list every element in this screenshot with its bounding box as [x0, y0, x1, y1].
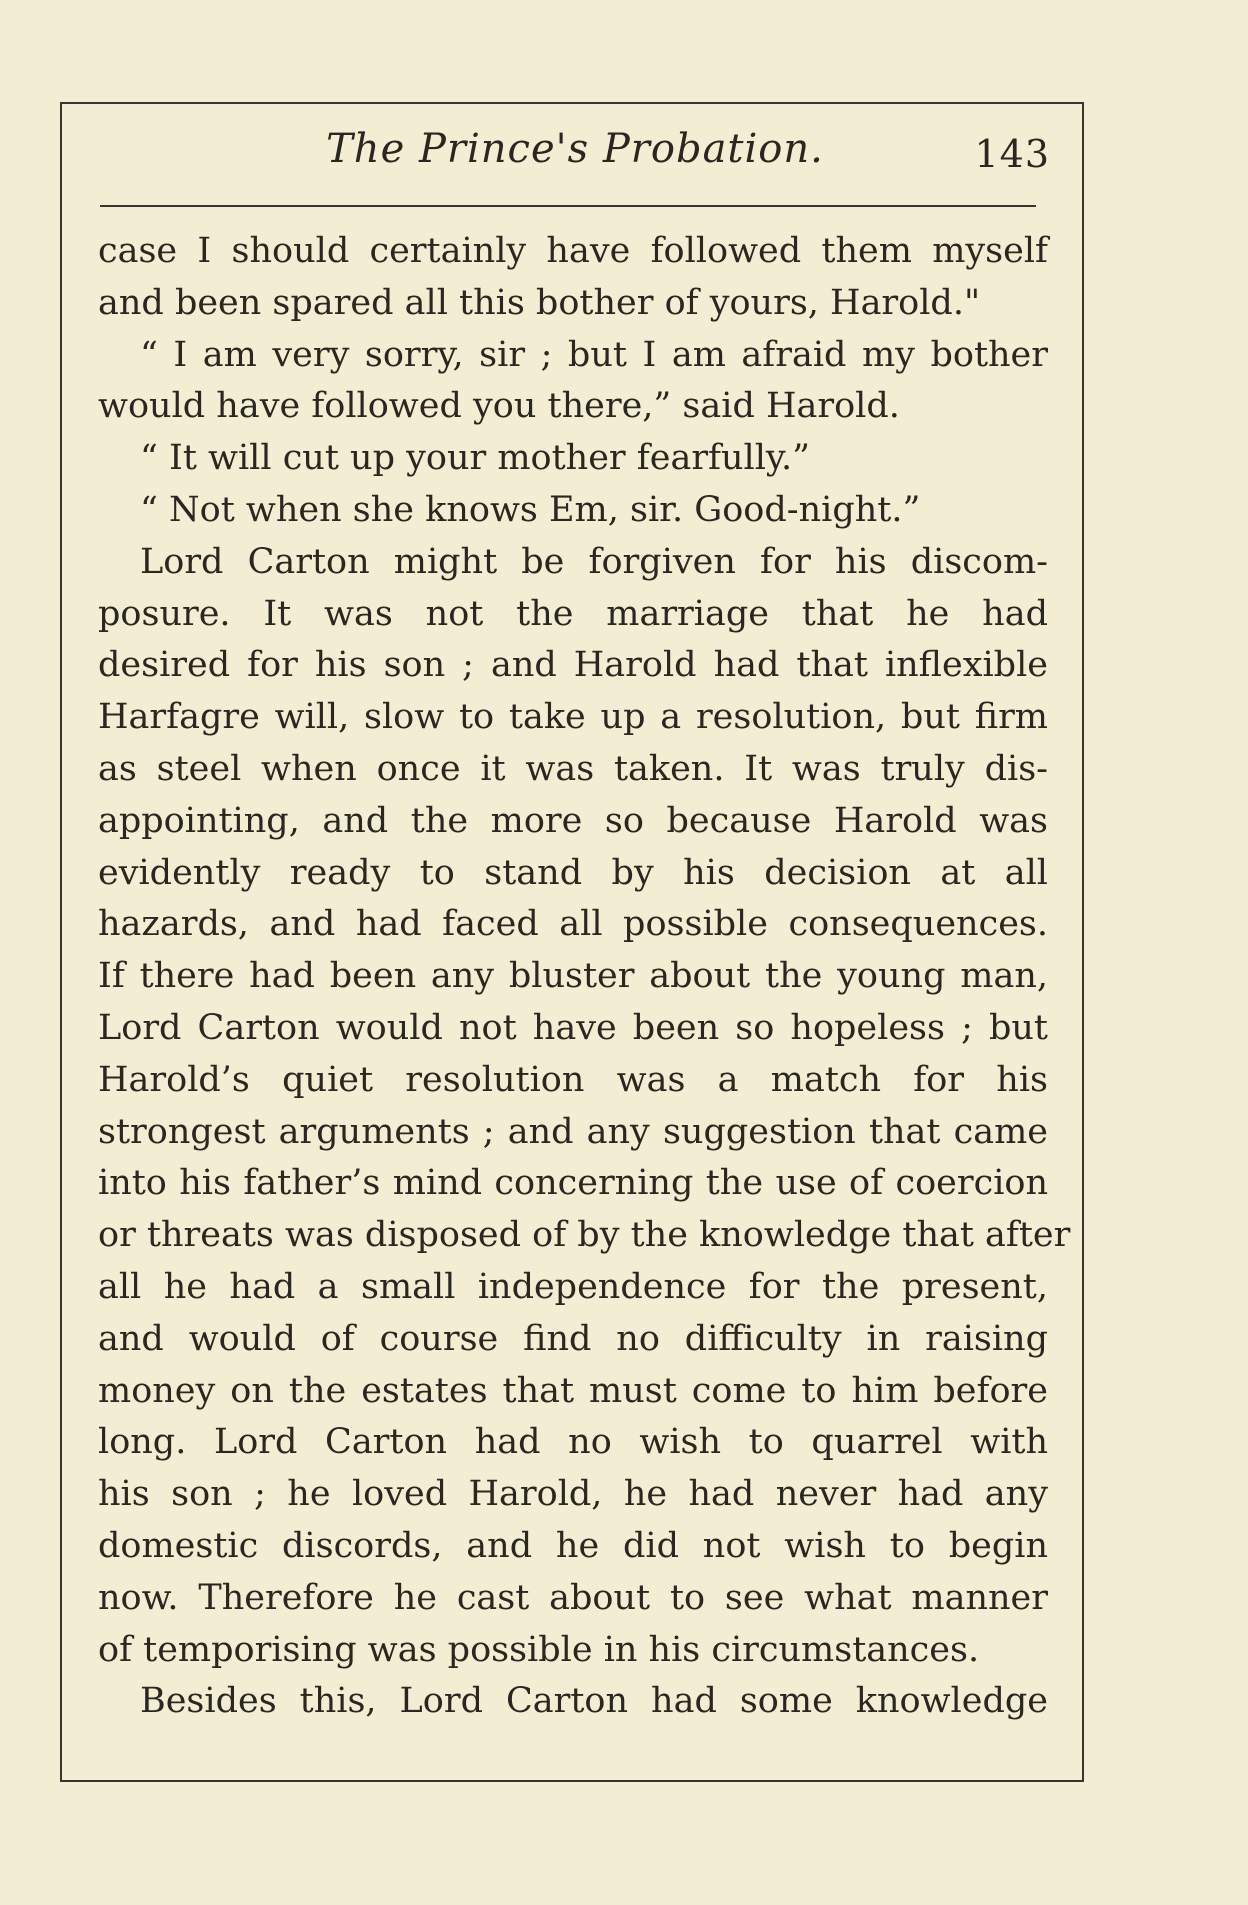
text-line: Harfagre will, slow to take up a resolution, but firm — [98, 697, 1048, 738]
running-title: The Prince's Probation. — [326, 126, 824, 172]
text-line: “ I am very sorry, sir ; but I am afraid my bother — [140, 334, 1048, 375]
text-line: Harold’s quiet resolution was a match for his — [98, 1059, 1048, 1100]
text-line: desired for his son ; and Harold had that inflexible — [98, 645, 1048, 686]
text-line: his son ; he loved Harold, he had never had any — [98, 1474, 1048, 1515]
text-line: now. Therefore he cast about to see what manner — [98, 1577, 1048, 1618]
text-line: posure. It was not the marriage that he had — [98, 593, 1048, 634]
text-line: appointing, and the more so because Harold was — [98, 800, 1048, 841]
text-line: evidently ready to stand by his decision at all — [98, 852, 1048, 893]
text-line: and would of course find no difficulty in raising — [98, 1318, 1048, 1359]
text-line: would have followed you there,” said Harold. — [98, 386, 900, 427]
text-line: all he had a small independence for the present, — [98, 1266, 1048, 1307]
running-head — [100, 118, 1050, 188]
text-line: and been spared all this bother of yours, Harold." — [98, 282, 981, 323]
text-line: If there had been any bluster about the young man, — [98, 956, 1048, 997]
text-line: case I should certainly have followed them myself — [98, 231, 1048, 271]
text-line: into his father’s mind concerning the use of coercion — [98, 1163, 1048, 1204]
text-line: “ Not when she knows Em, sir. Good-night.” — [140, 489, 921, 530]
text-line: money on the estates that must come to him before — [98, 1370, 1048, 1411]
text-line: Lord Carton would not have been so hopeless ; but — [98, 1007, 1048, 1048]
text-line: Lord Carton might be forgiven for his discom- — [140, 541, 1048, 582]
text-line: or threats was disposed of by the knowledge that after — [98, 1215, 1071, 1256]
page-number: 143 — [974, 132, 1050, 176]
text-line: Besides this, Lord Carton had some knowledge — [140, 1681, 1048, 1722]
header-rule — [100, 205, 1036, 207]
text-line: domestic discords, and he did not wish to begin — [98, 1525, 1048, 1566]
text-line: of temporising was possible in his circumstances. — [98, 1629, 980, 1670]
text-line: as steel when once it was taken. It was truly dis- — [98, 748, 1048, 789]
text-line: “ It will cut up your mother fearfully.” — [140, 438, 811, 479]
body-text — [98, 226, 1071, 1728]
text-line: long. Lord Carton had no wish to quarrel with — [98, 1422, 1048, 1463]
text-line: strongest arguments ; and any suggestion that came — [98, 1111, 1048, 1152]
text-line: hazards, and had faced all possible consequences. — [98, 904, 1048, 945]
